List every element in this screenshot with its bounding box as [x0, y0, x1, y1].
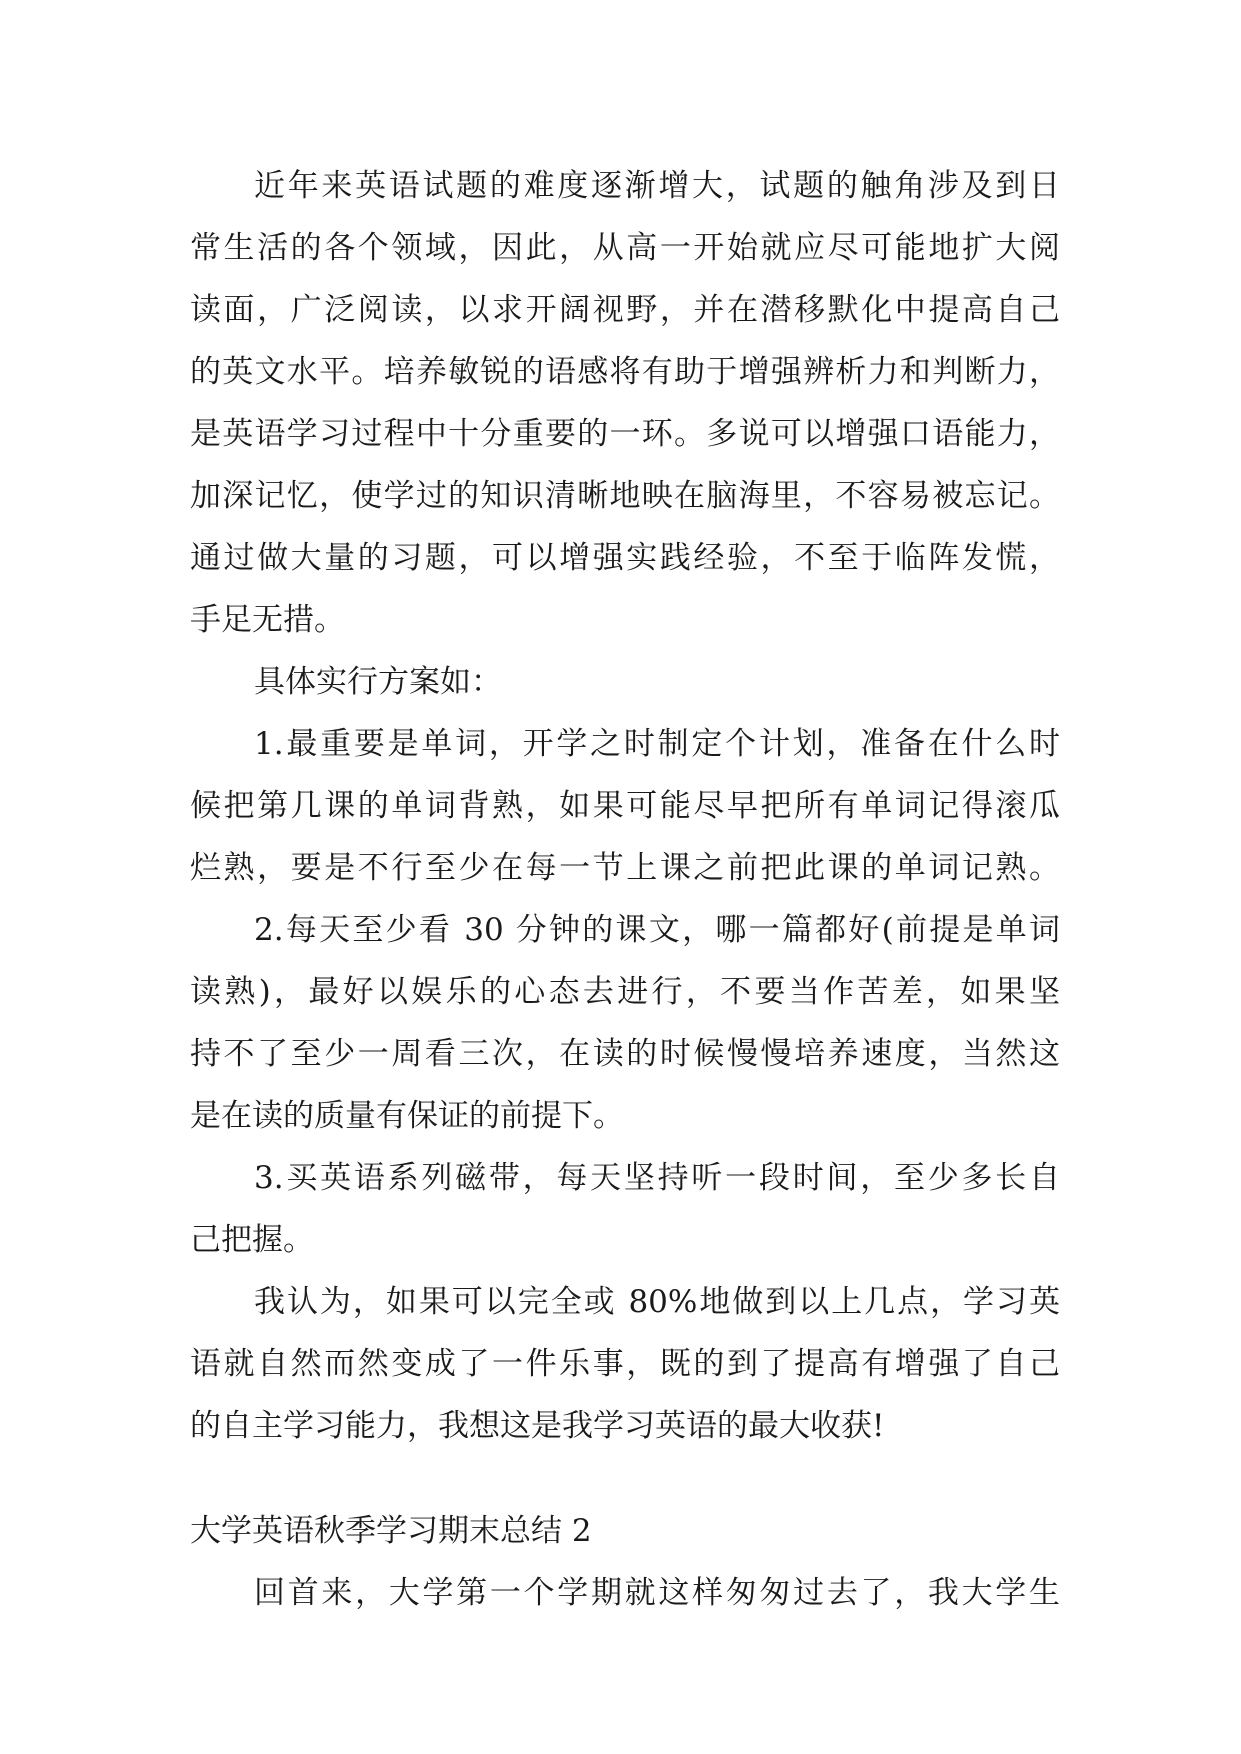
paragraph-line: 读面，广泛阅读，以求开阔视野，并在潜移默化中提高自己	[190, 292, 1060, 328]
paragraph-line: 1.最重要是单词，开学之时制定个计划，准备在什么时	[254, 726, 1060, 762]
section-heading: 大学英语秋季学习期末总结 2	[190, 1513, 592, 1549]
paragraph-line: 回首来，大学第一个学期就这样匆匆过去了，我大学生	[254, 1575, 1060, 1611]
paragraph-line: 是在读的质量有保证的前提下。	[190, 1098, 624, 1134]
paragraph-line: 常生活的各个领域，因此，从高一开始就应尽可能地扩大阅	[190, 230, 1060, 266]
paragraph-line: 烂熟，要是不行至少在每一节上课之前把此课的单词记熟。	[190, 850, 1060, 886]
paragraph-line: 的英文水平。培养敏锐的语感将有助于增强辨析力和判断力，	[190, 354, 1060, 390]
paragraph-line: 语就自然而然变成了一件乐事，既的到了提高有增强了自己	[190, 1346, 1060, 1382]
paragraph-line: 具体实行方案如：	[254, 664, 502, 700]
paragraph-line: 我认为，如果可以完全或 80%地做到以上几点，学习英	[254, 1284, 1060, 1320]
paragraph-line: 己把握。	[190, 1222, 314, 1258]
paragraph-line: 候把第几课的单词背熟，如果可能尽早把所有单词记得滚瓜	[190, 788, 1060, 824]
paragraph-line: 2.每天至少看 30 分钟的课文，哪一篇都好(前提是单词	[254, 912, 1060, 948]
paragraph-line: 的自主学习能力，我想这是我学习英语的最大收获!	[190, 1408, 885, 1444]
paragraph-line: 手足无措。	[190, 602, 345, 638]
paragraph-line: 是英语学习过程中十分重要的一环。多说可以增强口语能力，	[190, 416, 1060, 452]
paragraph-line: 通过做大量的习题，可以增强实践经验，不至于临阵发慌，	[190, 540, 1060, 576]
paragraph-line: 3.买英语系列磁带，每天坚持听一段时间，至少多长自	[254, 1160, 1060, 1196]
paragraph-line: 近年来英语试题的难度逐渐增大，试题的触角涉及到日	[254, 168, 1060, 204]
paragraph-line: 持不了至少一周看三次，在读的时候慢慢培养速度，当然这	[190, 1036, 1060, 1072]
paragraph-line: 加深记忆，使学过的知识清晰地映在脑海里，不容易被忘记。	[190, 478, 1060, 514]
paragraph-line: 读熟)，最好以娱乐的心态去进行，不要当作苦差，如果坚	[190, 974, 1060, 1010]
